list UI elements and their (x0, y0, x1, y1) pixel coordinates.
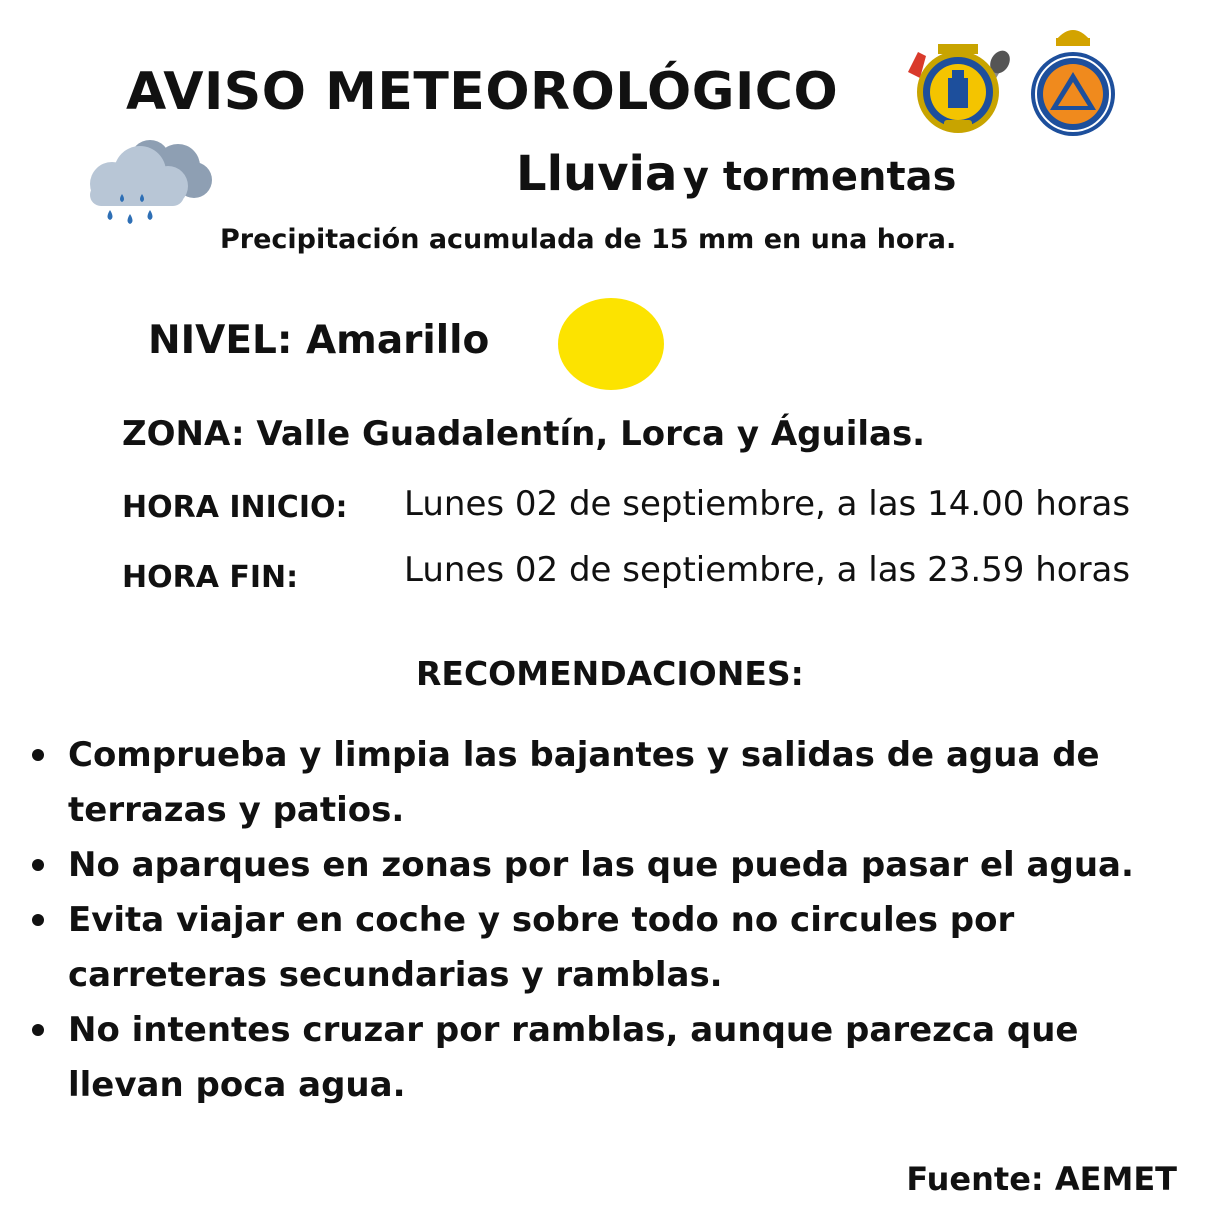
list-item: No intentes cruzar por ramblas, aunque parezca que llevan poca agua. (28, 1003, 1198, 1113)
end-value: Lunes 02 de septiembre, a las 23.59 horas (404, 550, 1131, 590)
subtitle-rest: y tormentas (682, 154, 957, 200)
list-item: Evita viajar en coche y sobre todo no circules por carreteras secundarias y ramblas. (28, 893, 1198, 1003)
list-item: Comprueba y limpia las bajantes y salidas de agua de terrazas y patios. (28, 728, 1198, 838)
start-label: HORA INICIO: (122, 490, 348, 525)
list-item: No aparques en zonas por las que pueda pasar el agua. (28, 838, 1198, 893)
zone-text: ZONA: Valle Guadalentín, Lorca y Águilas. (122, 414, 926, 454)
lorca-emergency-shield-logo (904, 42, 1014, 134)
level-color-indicator (558, 298, 664, 390)
start-value: Lunes 02 de septiembre, a las 14.00 horas (404, 484, 1131, 524)
recommendations-heading: RECOMENDACIONES: (416, 654, 804, 693)
proteccion-civil-lorca-logo (1026, 20, 1120, 138)
subtitle (516, 146, 956, 202)
level-text: NIVEL: Amarillo (148, 318, 490, 363)
source-text: Fuente: AEMET (906, 1160, 1177, 1198)
subtitle-main: Lluvia (516, 146, 678, 202)
rain-cloud-icon (82, 134, 216, 234)
page-title: AVISO METEOROLÓGICO (126, 62, 839, 122)
end-label: HORA FIN: (122, 560, 299, 595)
recommendations-list (28, 728, 1198, 1113)
precipitation-text: Precipitación acumulada de 15 mm en una hora. (220, 224, 957, 255)
